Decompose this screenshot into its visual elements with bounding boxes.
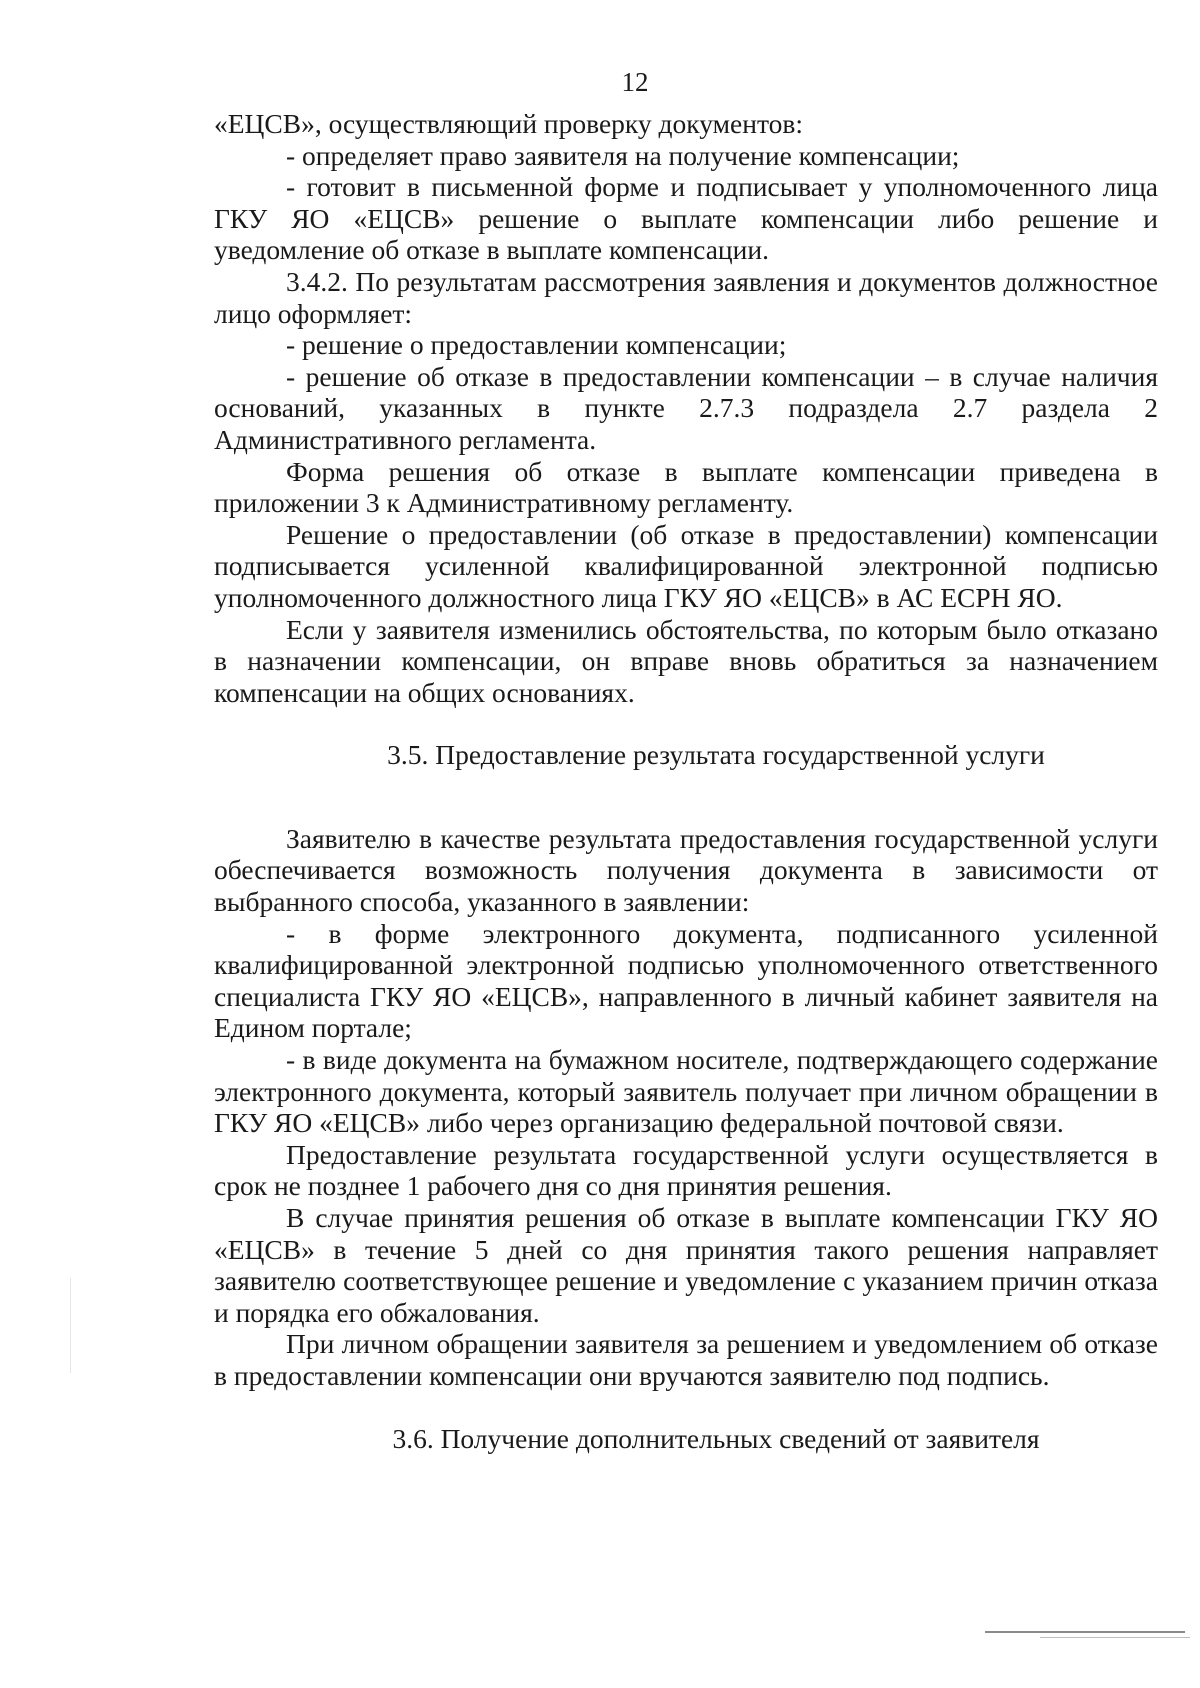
section-heading: 3.5. Предоставление результата государственной услуги xyxy=(387,739,1045,771)
list-item: - решение об отказе в предоставлении компенсации – в случае наличия оснований, указанных в пункте 2.7.3 подраздела 2.7 раздела 2 Административного регламента. xyxy=(214,360,1158,455)
scan-artifact xyxy=(70,1278,71,1373)
list-item: - в виде документа на бумажном носителе, подтверждающего содержание электронного документа, который заявитель получает при личном обращении в ГКУ ЯО «ЕЦСВ» либо через организацию федеральной почтовой связи. xyxy=(214,1044,1158,1139)
section-heading: 3.6. Получение дополнительных сведений от заявителя xyxy=(392,1422,1040,1454)
document-body xyxy=(214,108,1158,1454)
paragraph: Форма решения об отказе в выплате компенсации приведена в приложении 3 к Административному регламенту. xyxy=(214,455,1158,519)
page-number: 12 xyxy=(621,67,649,97)
paragraph: «ЕЦСВ», осуществляющий проверку документов: xyxy=(214,108,803,139)
list-item: - определяет право заявителя на получение компенсации; xyxy=(286,139,960,171)
paragraph: 3.4.2. По результатам рассмотрения заявления и документов должностное лицо оформляет: xyxy=(214,265,1158,329)
list-item: - готовит в письменной форме и подписывает у уполномоченного лица ГКУ ЯО «ЕЦСВ» решение о выплате компенсации либо решение и уведомление об отказе в выплате компенсации. xyxy=(214,171,1158,266)
list-item: - в форме электронного документа, подписанного усиленной квалифицированной электронной подписью уполномоченного ответственного специалиста ГКУ ЯО «ЕЦСВ», направленного в личный кабинет заявителя на Едином портале; xyxy=(214,917,1158,1044)
paragraph: При личном обращении заявителя за решением и уведомлением об отказе в предоставлении компенсации они вручаются заявителю под подпись. xyxy=(214,1328,1158,1391)
paragraph: Если у заявителя изменились обстоятельства, по которым было отказано в назначении компенсации, он вправе вновь обратиться за назначением компенсации на общих основаниях. xyxy=(214,613,1158,708)
scan-artifact xyxy=(985,1631,1185,1633)
paragraph: Заявителю в качестве результата предоставления государственной услуги обеспечивается возможность получения документа в зависимости от выбранного способа, указанного в заявлении: xyxy=(214,822,1158,918)
paragraph: Предоставление результата государственной услуги осуществляется в срок не позднее 1 рабочего дня со дня принятия решения. xyxy=(214,1138,1158,1202)
list-item: - решение о предоставлении компенсации; xyxy=(286,329,787,361)
paragraph: Решение о предоставлении (об отказе в предоставлении) компенсации подписывается усиленной квалифицированной электронной подписью уполномоченного должностного лица ГКУ ЯО «ЕЦСВ» в АС ЕСРН ЯО. xyxy=(214,518,1158,613)
paragraph: В случае принятия решения об отказе в выплате компенсации ГКУ ЯО «ЕЦСВ» в течение 5 дней со дня принятия такого решения направляет заявителю соответствующее решение и уведомление с указанием причин отказа и порядка его обжалования. xyxy=(214,1202,1158,1328)
scan-artifact xyxy=(1040,1637,1190,1638)
